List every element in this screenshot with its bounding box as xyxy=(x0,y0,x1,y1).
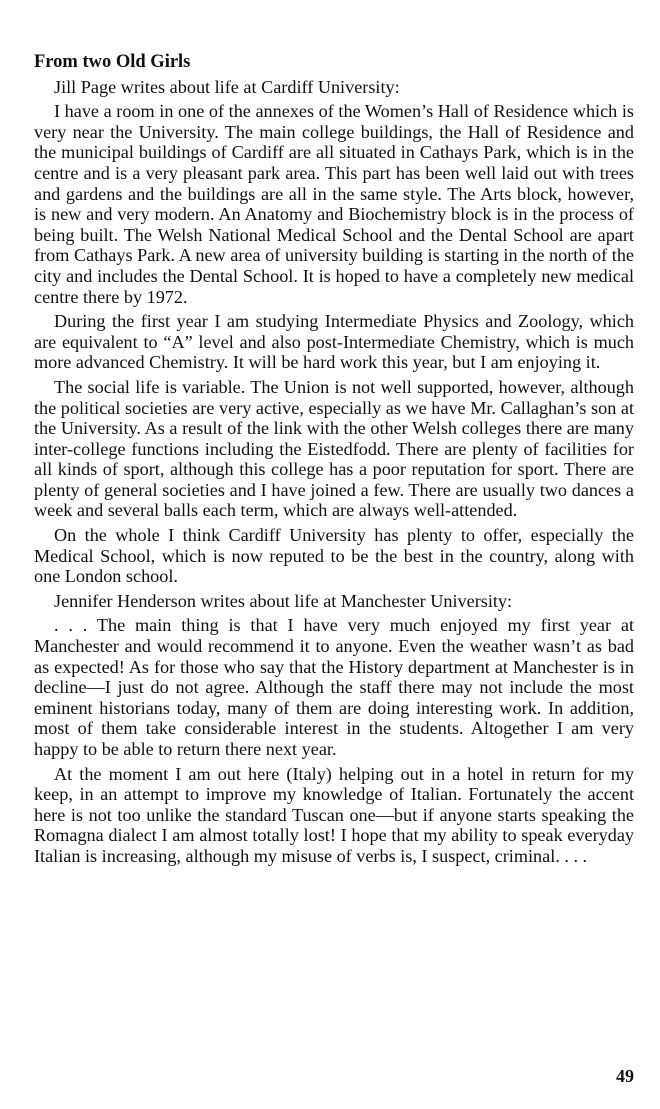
letter-2-paragraph-2: At the moment I am out here (Italy) helping out in a hotel in return for my keep, in an attempt to improve my knowledge of Italian. Fortunately the accent here is not too unlike the standard Tuscan one—but if anyone starts speaking the Romagna dialect I am almost totally lost! I hope that my ability to speak everyday Italian is increasing, although my misuse of verbs is, I suspect, criminal. . . . xyxy=(34,763,634,866)
article xyxy=(34,52,634,871)
letter-1-paragraph-1: I have a room in one of the annexes of the Women’s Hall of Residence which is very near the University. The main college buildings, the Hall of Residence and the municipal buildings of Cardiff are all situated in Cathays Park, which is in the centre and is a very pleasant park area. This part has been well laid out with trees and gardens and the buildings are all in the same style. The Arts block, however, is new and very modern. An Anatomy and Biochemistry block is in the process of being built. The Welsh National Medical School and the Dental School are apart from Cathays Park. A new area of university building is starting in the north of the city and includes the Dental School. It is hoped to have a completely new medical centre there by 1972. xyxy=(34,101,634,307)
letter-1-intro: Jill Page writes about life at Cardiff University: xyxy=(54,76,400,97)
article-heading: From two Old Girls xyxy=(34,52,191,72)
letter-1-paragraph-4: On the whole I think Cardiff University has plenty to offer, especially the Medical School, which is now reputed to be the best in the country, along with one London school. xyxy=(34,525,634,587)
letter-2-paragraph-1: . . . The main thing is that I have very much enjoyed my first year at Manchester and would recommend it to anyone. Even the weather wasn’t as bad as expected! As for those who say that the History department at Manchester is in decline—I just do not agree. Although the staff there may not include the most eminent historians today, many of them are doing interesting work. In addition, most of them take considerable interest in the students. Altogether I am very happy to be able to return there next year. xyxy=(34,615,634,759)
letter-1-paragraph-2: During the first year I am studying Intermediate Physics and Zoology, which are equivalent to “A” level and also post-Intermediate Chemistry, which is much more advanced Chemistry. It will be hard work this year, but I am enjoying it. xyxy=(34,311,634,373)
letter-2-intro: Jennifer Henderson writes about life at Manchester University: xyxy=(54,590,513,611)
letter-1-paragraph-3: The social life is variable. The Union is not well supported, however, although the political societies are very active, especially as we have Mr. Callaghan’s son at the University. As a result of the link with the other Welsh colleges there are many inter-college functions including the Eistedfodd. There are plenty of facilities for all kinds of sport, although this college has a poor reputation for sport. There are plenty of general societies and I have joined a few. There are usually two dances a week and several balls each term, which are always well-attended. xyxy=(34,376,634,521)
page-number: 49 xyxy=(616,1066,634,1086)
